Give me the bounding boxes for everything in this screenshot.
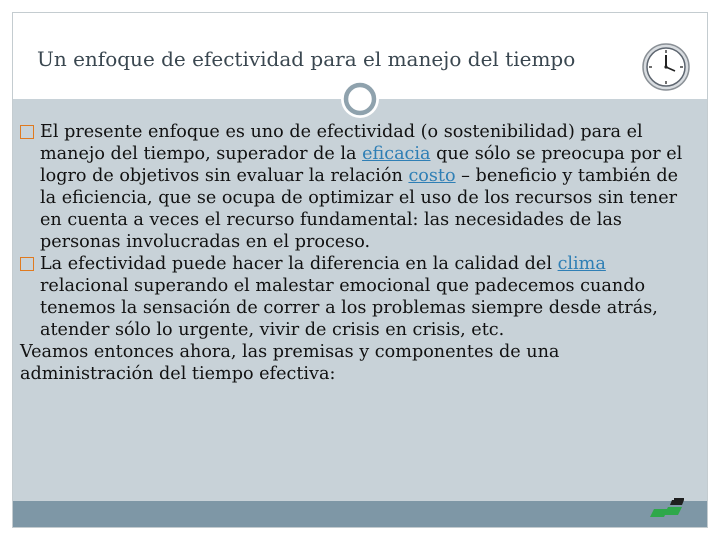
bullet-item bbox=[20, 253, 692, 341]
page-title: Un enfoque de efectividad para el manejo del tiempo bbox=[37, 47, 576, 71]
bullet-text: – beneficio y también de la eficiencia, que se ocupa de optimizar el uso de los recursos sin tener en cuenta a veces el recurso fundamental: las necesidades de las personas involucradas en el proceso. bbox=[40, 166, 679, 252]
bullet-text: El presente enfoque es uno de efectividad (o sostenibilidad) para el manejo del tiempo, superador de la bbox=[40, 122, 643, 164]
logo-mark bbox=[648, 497, 688, 519]
clock-icon bbox=[641, 42, 691, 92]
closing-paragraph: Veamos entonces ahora, las premisas y componentes de una administración del tiempo efectiva: bbox=[20, 342, 560, 384]
link-clima[interactable]: clima bbox=[557, 254, 606, 274]
slide-content bbox=[20, 121, 692, 385]
bullet-text: La efectividad puede hacer la diferencia en la calidad del bbox=[40, 254, 558, 274]
checkbox-bullet-icon bbox=[20, 125, 34, 139]
bullet-text: relacional superando el malestar emocional que padecemos cuando tenemos la sensación de correr a los problemas siempre desde atrás, atender sólo lo urgente, vivir de crisis en crisis, etc. bbox=[40, 276, 658, 340]
checkbox-bullet-icon bbox=[20, 257, 34, 271]
ring-icon bbox=[340, 79, 380, 119]
bullet-item bbox=[20, 121, 692, 253]
link-costo[interactable]: costo bbox=[408, 166, 456, 186]
footer-band bbox=[13, 501, 707, 527]
link-eficacia[interactable]: eficacia bbox=[362, 144, 431, 164]
bullet-text: que sólo se preocupa por el logro de objetivos sin evaluar la relación bbox=[40, 144, 683, 186]
